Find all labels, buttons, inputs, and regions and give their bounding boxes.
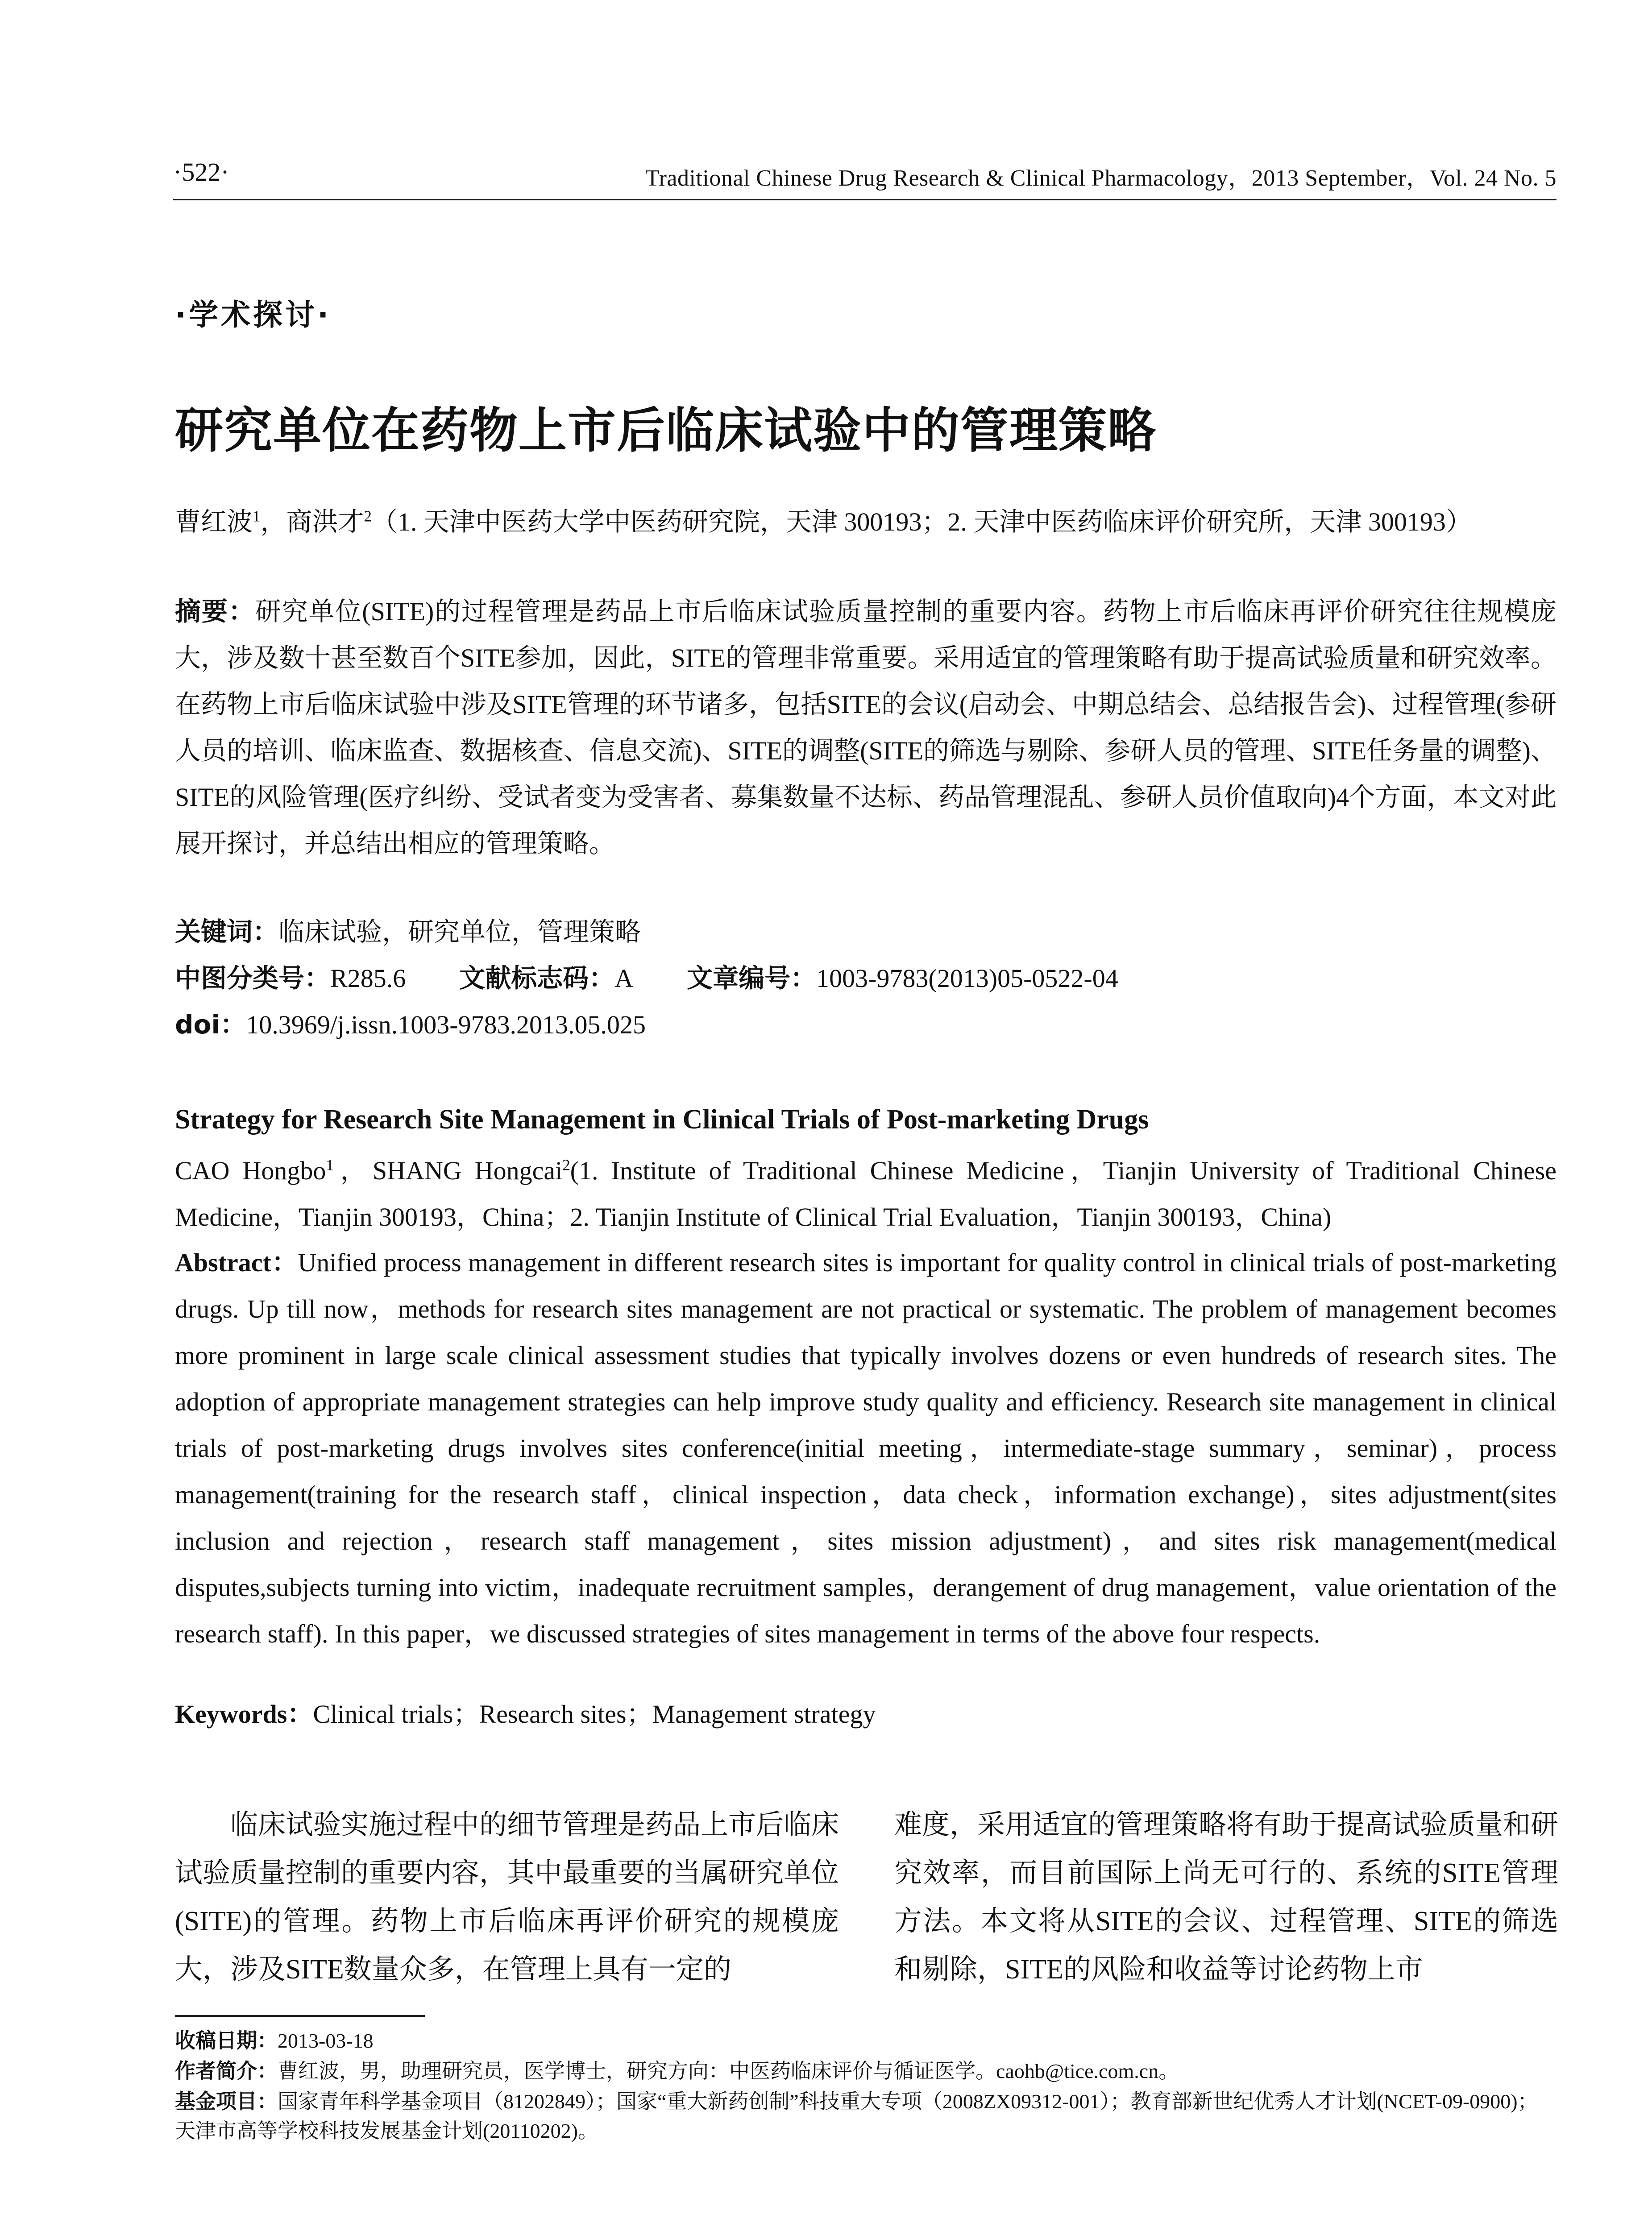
author-2-cn: 商洪才 [286, 507, 364, 536]
author-sep: ， [260, 507, 286, 536]
abstract-en [175, 1240, 1557, 1657]
column-tag: ·学术探讨· [175, 298, 332, 332]
author-bio: 曹红波，男，助理研究员，医学博士，研究方向：中医药临床评价与循证医学。caohb@tice.com.cn。 [278, 2060, 1179, 2082]
classification [175, 955, 1557, 1002]
body-column-right: 难度，采用适宜的管理策略将有助于提高试验质量和研究效率，而目前国际上尚无可行的、系统的SITE管理方法。本文将从SITE的会议、过程管理、SITE的筛选和剔除，SITE的风险和收益等讨论药物上市 [894, 1810, 1559, 1985]
footnote-received [175, 2026, 1557, 2056]
page-number: ·522· [173, 158, 229, 187]
article-no-label: 文章编号： [687, 963, 817, 993]
abstract-cn-text: 研究单位(SITE)的过程管理是药品上市后临床试验质量控制的重要内容。药物上市后临床再评价研究往往规模庞大，涉及数十甚至数百个SITE参加，因此，SITE的管理非常重要。采用适宜的管理策略有助于提高试验质量和研究效率。在药物上市后临床试验中涉及SITE管理的环节诸多，包括SITE的会议(启动会、中期总结会、总结报告会)、过程管理(参研人员的培训、临床监查、数据核查、信息交流)、SITE的调整(SITE的筛选与剔除、参研人员的管理、SITE任务量的调整)、SITE的风险管理(医疗纠纷、受试者变为受害者、募集数量不达标、药品管理混乱、参研人员价值取向)4个方面，本文对此展开探讨，并总结出相应的管理策略。 [175, 597, 1557, 858]
doi-label: doi： [175, 1009, 246, 1040]
body-column-left: 临床试验实施过程中的细节管理是药品上市后临床试验质量控制的重要内容，其中最重要的当属研究单位(SITE)的管理。药物上市后临床再评价研究的规模庞大，涉及SITE数量众多，在管理上具有一定的 [175, 1810, 839, 1985]
affiliation-cn: （1. 天津中医药大学中医药研究院，天津 300193；2. 天津中医药临床评价研究所，天津 300193） [371, 507, 1472, 536]
running-header-journal: Traditional Chinese Drug Research & Clinical Pharmacology，2013 September，Vol. 24 No. 5 [645, 166, 1557, 191]
doc-code-label: 文献标志码： [459, 963, 615, 993]
abstract-en-text: Unified process management in different research sites is important for quality control in clinical trials of post-marketing drugs. Up till now，methods for research sites management are not practical or systematic. The problem of management becomes more prominent in large scale clinical assessment studies that typically involves dozens or even hundreds of research sites. The adoption of appropriate management strategies can help improve study quality and efficiency. Research site management in clinical trials of post-marketing drugs involves sites conference(initial meeting，intermediate-stage summary，seminar)，process management(training for the research staff，clinical inspection，data check，information exchange)，sites adjustment(sites inclusion and rejection，research staff management，sites mission adjustment)，and sites risk management(medical disputes,subjects turning into victim，inadequate recruitment samples，derangement of drug management，value orientation of the research staff). In this paper，we discussed strategies of sites management in terms of the above four respects. [175, 1248, 1557, 1648]
keywords-cn-label: 关键词： [175, 916, 279, 947]
doi [175, 1001, 1557, 1048]
keywords-en-text: Clinical trials；Research sites；Management strategy [313, 1700, 876, 1729]
clc-value: R285.6 [330, 964, 406, 993]
abstract-cn [175, 588, 1557, 867]
author-en-sep: ， [333, 1156, 373, 1185]
header-rule [173, 199, 1557, 200]
author-1-cn: 曹红波 [175, 507, 253, 536]
title-en: Strategy for Research Site Management in Clinical Trials of Post-marketing Drugs [175, 1104, 1149, 1135]
article-no-value: 1003-9783(2013)05-0522-04 [816, 964, 1118, 993]
author-1-en-sup: 1 [326, 1156, 334, 1174]
footnote-fund [175, 2086, 1557, 2146]
received-label: 收稿日期： [175, 2028, 278, 2053]
received-date: 2013-03-18 [278, 2029, 374, 2052]
keywords-en [175, 1691, 1557, 1738]
fund-text: 国家青年科学基金项目（81202849）；国家“重大新药创制”科技重大专项（2008ZX09312-001）；教育部新世纪优秀人才计划(NCET-09-0900)；天津市高等学校科技发展基金计划(20110202)。 [175, 2090, 1538, 2142]
abstract-cn-label: 摘要： [175, 596, 255, 626]
author-1-en: CAO Hongbo [175, 1156, 326, 1185]
abstract-en-label: Abstract： [175, 1248, 298, 1277]
authors-cn [175, 499, 1557, 545]
doc-code-value: A [614, 964, 634, 993]
keywords-cn [175, 908, 1557, 955]
clc-label: 中图分类号： [175, 963, 331, 993]
author-1-sup: 1 [253, 507, 261, 525]
author-bio-label: 作者简介： [175, 2059, 278, 2083]
author-2-en: SHANG Hongcai [372, 1156, 563, 1185]
doi-value: 10.3969/j.issn.1003-9783.2013.05.025 [246, 1010, 646, 1039]
author-2-sup: 2 [364, 507, 372, 525]
keywords-cn-text: 临床试验，研究单位，管理策略 [278, 917, 641, 946]
footnote-rule [175, 2015, 425, 2017]
title-cn: 研究单位在药物上市后临床试验中的管理策略 [175, 403, 1157, 459]
keywords-en-label: Keywords： [175, 1700, 313, 1729]
affiliation-en: (1. Institute of Traditional Chinese Medicine，Tianjin University of Traditional Chinese Medicine，Tianjin 300193，China；2. Tianjin Institute of Clinical Trial Evaluation，Tianjin 300193，China) [175, 1156, 1557, 1232]
authors-en [175, 1148, 1557, 1240]
footnote-author [175, 2056, 1557, 2086]
author-2-en-sup: 2 [562, 1156, 570, 1174]
fund-label: 基金项目： [175, 2089, 278, 2113]
